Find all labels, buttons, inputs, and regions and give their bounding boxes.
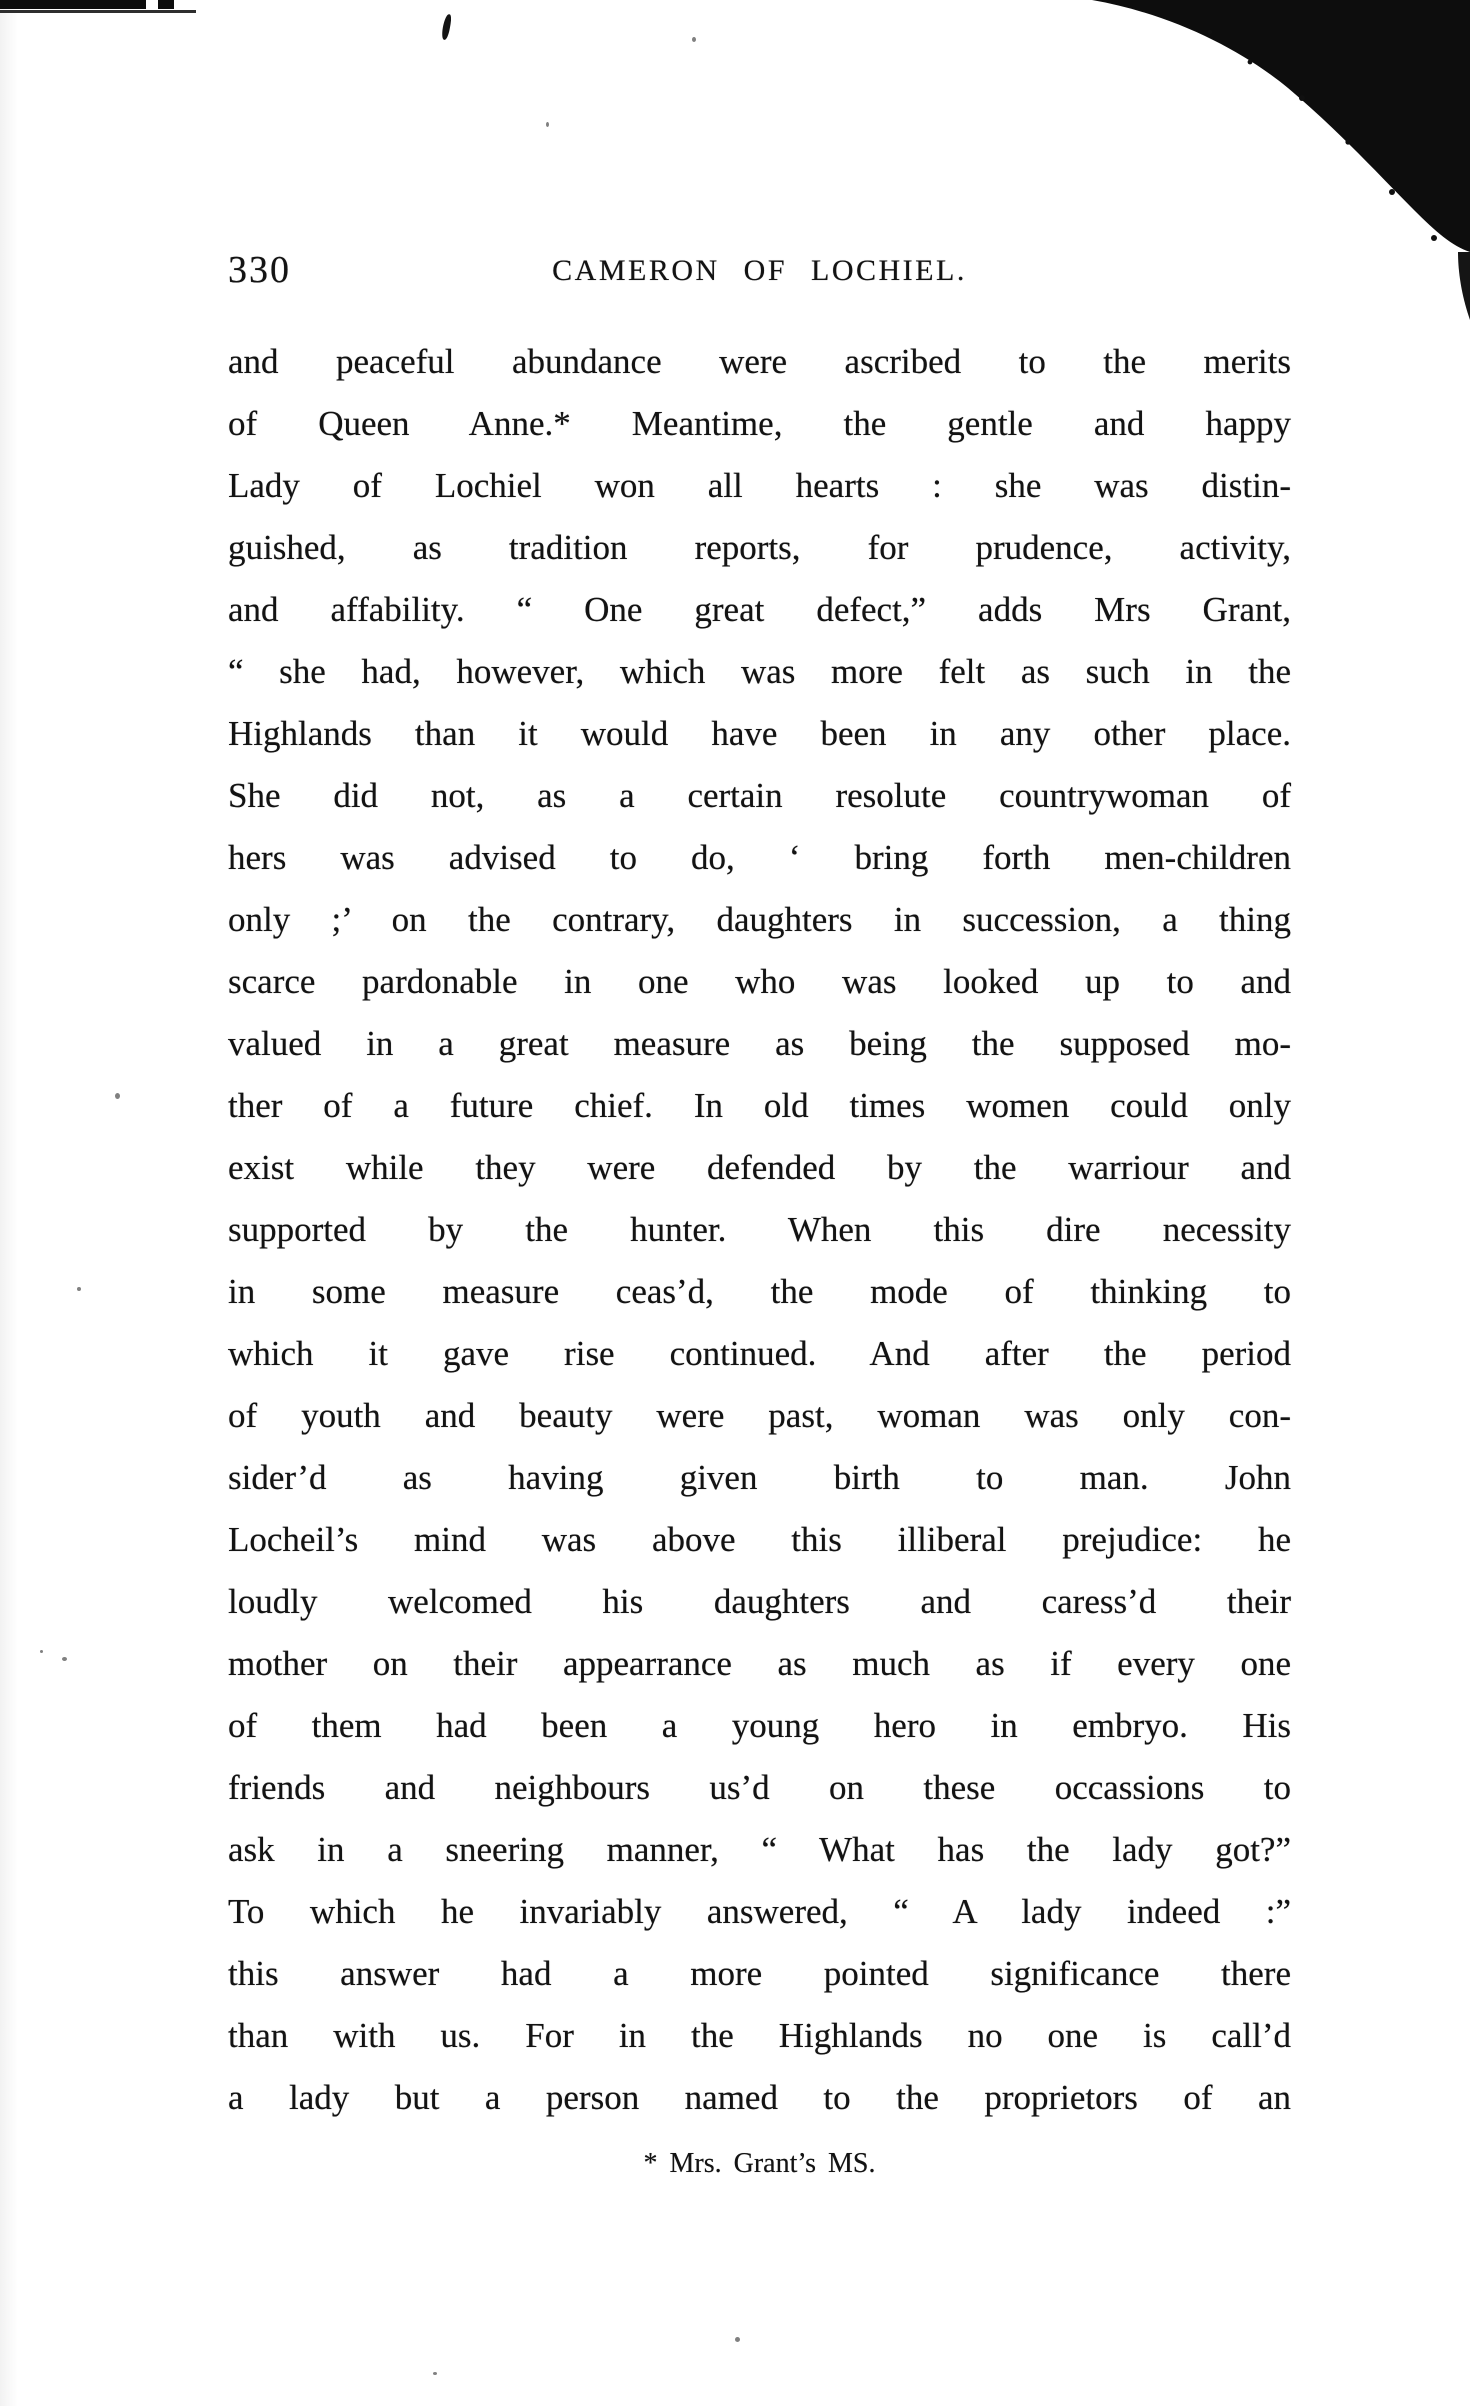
body-line: scarce pardonable in one who was looked up to and [228, 962, 1291, 1001]
body-line: friends and neighbours us’d on these occassions to [228, 1768, 1291, 1807]
scan-bar-artifact [0, 10, 196, 13]
scan-speck [735, 2337, 740, 2342]
body-line: supported by the hunter. When this dire necessity [228, 1210, 1291, 1249]
scan-speck [62, 1657, 67, 1661]
body-line: of them had been a young hero in embryo. His [228, 1706, 1291, 1745]
scan-bar-artifact [158, 0, 174, 9]
scan-speck [115, 1093, 120, 1099]
scan-bar-artifact [0, 0, 146, 9]
scan-speck [40, 1650, 43, 1653]
body-line: sider’d as having given birth to man. John [228, 1458, 1291, 1497]
body-line: of Queen Anne.* Meantime, the gentle and happy [228, 404, 1291, 443]
body-line: Highlands than it would have been in any other place. [228, 714, 1291, 753]
scan-edge-shade [0, 0, 18, 2406]
body-line: guished, as tradition reports, for prudence, activity, [228, 528, 1291, 567]
body-line: and peaceful abundance were ascribed to the merits [228, 342, 1291, 381]
scan-speck [692, 37, 696, 42]
scan-speck [433, 2372, 437, 2375]
body-line: in some measure ceas’d, the mode of thinking to [228, 1272, 1291, 1311]
body-line: ther of a future chief. In old times women could only [228, 1086, 1291, 1125]
body-line: hers was advised to do, ‘ bring forth men-children [228, 838, 1291, 877]
body-line: which it gave rise continued. And after the period [228, 1334, 1291, 1373]
body-line: loudly welcomed his daughters and caress’d their [228, 1582, 1291, 1621]
page-header [228, 248, 1291, 298]
footnote: * Mrs. Grant’s MS. [643, 2148, 876, 2179]
scan-speck [546, 122, 549, 127]
scan-speck [77, 1287, 81, 1291]
body-line: mother on their appearrance as much as if every one [228, 1644, 1291, 1683]
body-text [228, 331, 1291, 2129]
body-line: of youth and beauty were past, woman was only con- [228, 1396, 1291, 1435]
body-line: “ she had, however, which was more felt as such in the [228, 652, 1291, 691]
body-line: ask in a sneering manner, “ What has the lady got?” [228, 1830, 1291, 1869]
page-number: 330 [228, 249, 291, 291]
body-line: She did not, as a certain resolute countrywoman of [228, 776, 1291, 815]
body-line: valued in a great measure as being the supposed mo- [228, 1024, 1291, 1063]
running-title: CAMERON OF LOCHIEL. [552, 254, 967, 287]
body-line: To which he invariably answered, “ A lady indeed :” [228, 1892, 1291, 1931]
body-line: Locheil’s mind was above this illiberal prejudice: he [228, 1520, 1291, 1559]
scan-tick-mark [441, 14, 452, 41]
body-line: and affability. “ One great defect,” adds Mrs Grant, [228, 590, 1291, 629]
body-line: exist while they were defended by the warriour and [228, 1148, 1291, 1187]
body-line: this answer had a more pointed significance there [228, 1954, 1291, 1993]
body-line: a lady but a person named to the proprietors of an [228, 2078, 1291, 2117]
body-line: only ;’ on the contrary, daughters in succession, a thing [228, 900, 1291, 939]
body-line: Lady of Lochiel won all hearts : she was distin- [228, 466, 1291, 505]
body-line: than with us. For in the Highlands no one is call’d [228, 2016, 1291, 2055]
